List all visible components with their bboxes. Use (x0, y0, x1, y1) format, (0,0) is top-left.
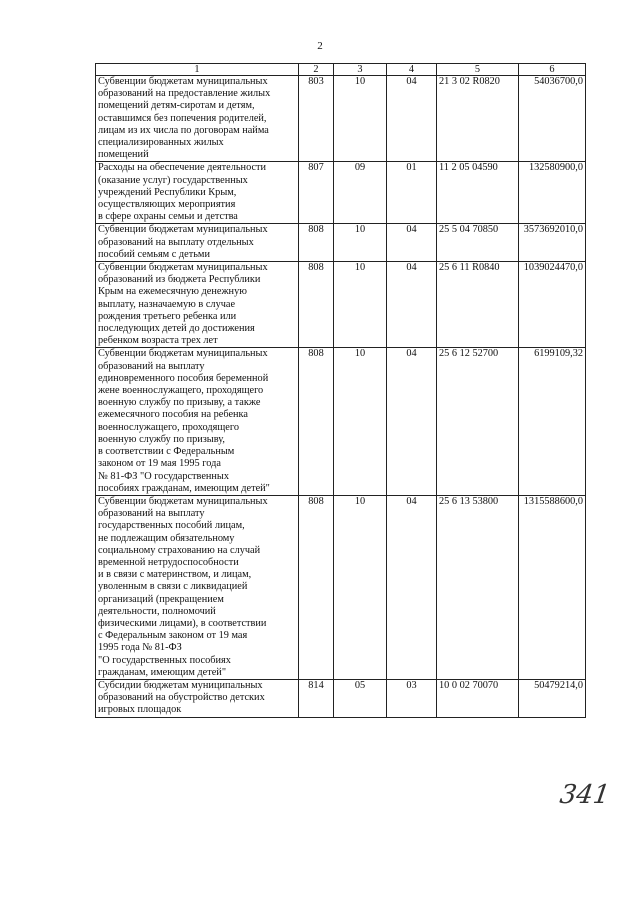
description-line: Расходы на обеспечение деятельности (98, 162, 267, 174)
description-line: не подлежащим обязательному (98, 532, 235, 544)
description-line: оставшимся без попечения родителей, (98, 112, 267, 124)
table-header-row (96, 64, 586, 76)
description-line: Субвенции бюджетам муниципальных (98, 224, 268, 236)
ministry-code: 808 (299, 262, 334, 348)
target-article-code: 10 0 02 70070 (437, 679, 519, 717)
subsection-code: 04 (387, 348, 437, 495)
description-line: Крым на ежемесячную денежную (98, 286, 247, 298)
table-row (96, 224, 586, 262)
subsection-code: 04 (387, 224, 437, 262)
description-line: образований на обустройство детских (98, 692, 265, 704)
table-row (96, 262, 586, 348)
target-article-code: 25 6 12 52700 (437, 348, 519, 495)
amount: 6199109,32 (519, 348, 586, 495)
amount: 1039024470,0 (519, 262, 586, 348)
column-header-5: 5 (437, 64, 519, 76)
subsection-code: 03 (387, 679, 437, 717)
description-line: Субвенции бюджетам муниципальных (98, 76, 268, 87)
description-line: "О государственных пособиях (98, 654, 231, 666)
description-line: Субвенции бюджетам муниципальных (98, 348, 268, 360)
column-header-1: 1 (96, 64, 299, 76)
description-line: специализированных жилых (98, 137, 224, 149)
handwritten-page-number: 341 (557, 780, 612, 810)
description-line: выплату, назначаемую в случае (98, 298, 236, 310)
table-row (96, 679, 586, 717)
page-number: 2 (317, 40, 323, 52)
section-code: 10 (334, 224, 387, 262)
column-header-4: 4 (387, 64, 437, 76)
ministry-code: 808 (299, 348, 334, 495)
description-line: игровых площадок (98, 704, 182, 716)
target-article-code: 25 6 13 53800 (437, 495, 519, 679)
budget-table (95, 63, 586, 718)
section-code: 10 (334, 495, 387, 679)
description-line: образований из бюджета Республики (98, 274, 261, 286)
row-description (96, 76, 299, 162)
description-line: последующих детей до достижения (98, 323, 255, 335)
description-line: социальному страхованию на случай (98, 544, 261, 556)
row-description (96, 162, 299, 224)
target-article-code: 25 6 11 R0840 (437, 262, 519, 348)
description-line: пособиях гражданам, имеющим детей" (98, 482, 270, 494)
description-line: 1995 года № 81-ФЗ (98, 642, 182, 654)
target-article-code: 11 2 05 04590 (437, 162, 519, 224)
row-description (96, 679, 299, 717)
target-article-code: 25 5 04 70850 (437, 224, 519, 262)
ministry-code: 808 (299, 495, 334, 679)
description-line: государственных пособий лицам, (98, 520, 245, 532)
description-line: Субсидии бюджетам муниципальных (98, 679, 263, 691)
amount: 1315588600,0 (519, 495, 586, 679)
description-line: временной нетрудоспособности (98, 556, 239, 568)
row-description (96, 262, 299, 348)
description-line: военнослужащего, проходящего (98, 421, 239, 433)
description-line: организаций (прекращением (98, 593, 224, 605)
description-line: ежемесячного пособия на ребенка (98, 409, 248, 421)
table-row (96, 76, 586, 162)
amount: 132580900,0 (519, 162, 586, 224)
section-code: 10 (334, 76, 387, 162)
description-line: Субвенции бюджетам муниципальных (98, 262, 268, 274)
description-line: помещений детям-сиротам и детям, (98, 100, 255, 112)
subsection-code: 04 (387, 495, 437, 679)
description-line: с Федеральным законом от 19 мая (98, 630, 248, 642)
description-line: военную службу по призыву, а также (98, 397, 261, 409)
description-line: образований на выплату (98, 360, 205, 372)
description-line: единовременного пособия беременной (98, 372, 269, 384)
description-line: осуществляющих мероприятия (98, 199, 236, 211)
description-line: гражданам, имеющим детей" (98, 666, 227, 678)
subsection-code: 04 (387, 76, 437, 162)
table-row (96, 348, 586, 495)
description-line: уволенным в связи с ликвидацией (98, 581, 248, 593)
description-line: Субвенции бюджетам муниципальных (98, 495, 268, 507)
description-line: № 81-ФЗ "О государственных (98, 470, 229, 482)
table-row (96, 495, 586, 679)
ministry-code: 803 (299, 76, 334, 162)
description-line: (оказание услуг) государственных (98, 174, 248, 186)
description-line: и в связи с материнством, и лицам, (98, 569, 252, 581)
description-line: лицам из их числа по договорам найма (98, 124, 269, 136)
amount: 50479214,0 (519, 679, 586, 717)
amount: 3573692010,0 (519, 224, 586, 262)
ministry-code: 807 (299, 162, 334, 224)
ministry-code: 814 (299, 679, 334, 717)
subsection-code: 01 (387, 162, 437, 224)
description-line: образований на выплату (98, 508, 205, 520)
description-line: деятельности, полномочий (98, 605, 216, 617)
section-code: 09 (334, 162, 387, 224)
description-line: военную службу по призыву, (98, 433, 225, 445)
amount: 54036700,0 (519, 76, 586, 162)
column-header-3: 3 (334, 64, 387, 76)
subsection-code: 04 (387, 262, 437, 348)
description-line: законом от 19 мая 1995 года (98, 458, 221, 470)
description-line: рождения третьего ребенка или (98, 310, 237, 322)
description-line: пособий семьям с детьми (98, 248, 210, 260)
description-line: в сфере охраны семьи и детства (98, 211, 238, 223)
ministry-code: 808 (299, 224, 334, 262)
table-body (96, 76, 586, 718)
description-line: образований на выплату отдельных (98, 236, 254, 248)
column-header-2: 2 (299, 64, 334, 76)
description-line: образований на предоставление жилых (98, 88, 271, 100)
target-article-code: 21 3 02 R0820 (437, 76, 519, 162)
row-description (96, 224, 299, 262)
description-line: ребенком возраста трех лет (98, 335, 218, 347)
description-line: помещений (98, 149, 149, 161)
section-code: 05 (334, 679, 387, 717)
row-description (96, 348, 299, 495)
column-header-6: 6 (519, 64, 586, 76)
section-code: 10 (334, 262, 387, 348)
description-line: физическими лицами), в соответствии (98, 617, 267, 629)
description-line: в соответствии с Федеральным (98, 446, 235, 458)
row-description (96, 495, 299, 679)
table-row (96, 162, 586, 224)
section-code: 10 (334, 348, 387, 495)
description-line: жене военнослужащего, проходящего (98, 385, 264, 397)
description-line: учреждений Республики Крым, (98, 186, 237, 198)
